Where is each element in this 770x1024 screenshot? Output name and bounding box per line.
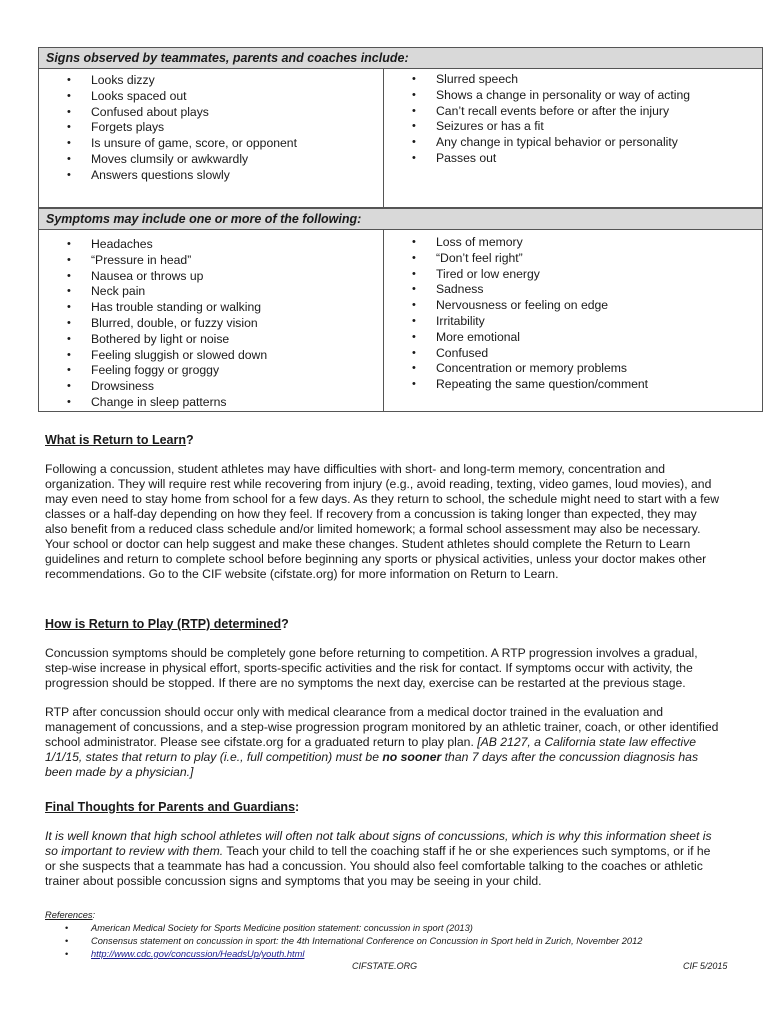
reference-item: • Consensus statement on concussion in sport: the 4th International Conference on Concussion in Sport held in Zurich, November 2012: [45, 935, 735, 948]
list-item: • Feeling sluggish or slowed down: [39, 348, 383, 364]
reference-item: • American Medical Society for Sports Medicine position statement: concussion in sport (2013): [45, 922, 735, 935]
list-item: • Can’t recall events before or after the injury: [384, 104, 762, 120]
return-to-play-heading: How is Return to Play (RTP) determined?: [45, 617, 289, 631]
list-item: • Confused about plays: [39, 105, 383, 121]
list-item: • Nausea or throws up: [39, 269, 383, 285]
list-item: • Slurred speech: [384, 72, 762, 88]
final-thoughts-body: It is well known that high school athletes will often not talk about signs of concussions, which is why this information sheet is so important to review with them. Teach your child to tell the coaching staff if he or she experiences such symptoms, or if he or she suspects that a teammate has had a concussion. You should also feel comfortable talking to the coaches or athletic trainer about possible concussion signs and symptoms that you may be seeing in your child.: [45, 829, 712, 888]
list-item: • Any change in typical behavior or personality: [384, 135, 762, 151]
list-item: • Is unsure of game, score, or opponent: [39, 136, 383, 152]
return-to-learn-heading: What is Return to Learn?: [45, 433, 194, 447]
signs-heading: Signs observed by teammates, parents and coaches include:: [39, 48, 762, 69]
signs-left-list: [39, 73, 383, 184]
return-to-play-p1: Concussion symptoms should be completely gone before returning to competition. A RTP progression involves a gradual, step-wise increase in physical effort, sports-specific activities and the risk for contact. If symptoms occur with activity, the progression should be stopped. If there are no symptoms the next day, exercise can be restarted at the previous stage.: [45, 646, 698, 690]
return-to-learn-section: [45, 433, 721, 582]
list-item: • Loss of memory: [384, 235, 762, 251]
list-item: • Neck pain: [39, 284, 383, 300]
footer-date: CIF 5/2015: [683, 961, 728, 971]
list-item: • Repeating the same question/comment: [384, 377, 762, 393]
footer-site: CIFSTATE.ORG: [352, 961, 418, 971]
list-item: • Seizures or has a fit: [384, 119, 762, 135]
list-item: • Tired or low energy: [384, 267, 762, 283]
symptoms-heading: Symptoms may include one or more of the following:: [39, 209, 762, 230]
list-item: • Sadness: [384, 282, 762, 298]
list-item: • Blurred, double, or fuzzy vision: [39, 316, 383, 332]
list-item: • Has trouble standing or walking: [39, 300, 383, 316]
references: [45, 909, 735, 961]
list-item: • “Pressure in head”: [39, 253, 383, 269]
cdc-link[interactable]: http://www.cdc.gov/concussion/HeadsUp/youth.html: [91, 949, 305, 959]
references-label: References:: [45, 910, 96, 920]
symptoms-box: [38, 208, 763, 412]
signs-right-list: [384, 72, 762, 167]
return-to-play-section: [45, 617, 721, 780]
list-item: • Nervousness or feeling on edge: [384, 298, 762, 314]
list-item: • More emotional: [384, 330, 762, 346]
list-item: • Bothered by light or noise: [39, 332, 383, 348]
list-item: • Moves clumsily or awkwardly: [39, 152, 383, 168]
list-item: • Looks spaced out: [39, 89, 383, 105]
list-item: • Feeling foggy or groggy: [39, 363, 383, 379]
reference-item: [45, 948, 735, 961]
return-to-play-p2: RTP after concussion should occur only with medical clearance from a medical doctor trained in the evaluation and management of concussions, and a step-wise progression program monitored by an athletic trainer, coach, or other identified school administrator. Please see cifstate.org for a graduated return to play plan. [AB 2127, a California state law effective 1/1/15, states that return to play (i.e., full competition) must be no sooner than 7 days after the concussion diagnosis has been made by a physician.]: [45, 705, 719, 779]
list-item: • Concentration or memory problems: [384, 361, 762, 377]
list-item: • Shows a change in personality or way of acting: [384, 88, 762, 104]
symptoms-left-list: [39, 237, 383, 411]
list-item: • Drowsiness: [39, 379, 383, 395]
list-item: • Headaches: [39, 237, 383, 253]
list-item: • Forgets plays: [39, 120, 383, 136]
final-thoughts-heading: Final Thoughts for Parents and Guardians:: [45, 800, 300, 814]
symptoms-right-list: [384, 235, 762, 393]
references-list: [45, 922, 735, 961]
list-item: • Answers questions slowly: [39, 168, 383, 184]
final-thoughts-section: [45, 800, 721, 889]
list-item: • Passes out: [384, 151, 762, 167]
list-item: • Looks dizzy: [39, 73, 383, 89]
list-item: • Confused: [384, 346, 762, 362]
return-to-learn-body: Following a concussion, student athletes may have difficulties with short- and long-term memory, concentration and organization. They will require rest while recovering from injury (e.g., avoid reading, texting, video games, loud movies), and may even need to stay home from school for a few days. As they return to school, the schedule might need to start with a few classes or a half-day depending on how they feel. If recovery from a concussion is taking longer than expected, they may also benefit from a reduced class schedule and/or limited homework; a formal school assessment may also be necessary. Your school or doctor can help suggest and make these changes. Student athletes should complete the Return to Learn guidelines and return to complete school before beginning any sports or physical activities, unless your doctor makes other recommendations. Go to the CIF website (cifstate.org) for more information on Return to Learn.: [45, 462, 720, 581]
list-item: • “Don’t feel right”: [384, 251, 762, 267]
list-item: • Change in sleep patterns: [39, 395, 383, 411]
list-item: • Irritability: [384, 314, 762, 330]
signs-box: [38, 47, 763, 208]
